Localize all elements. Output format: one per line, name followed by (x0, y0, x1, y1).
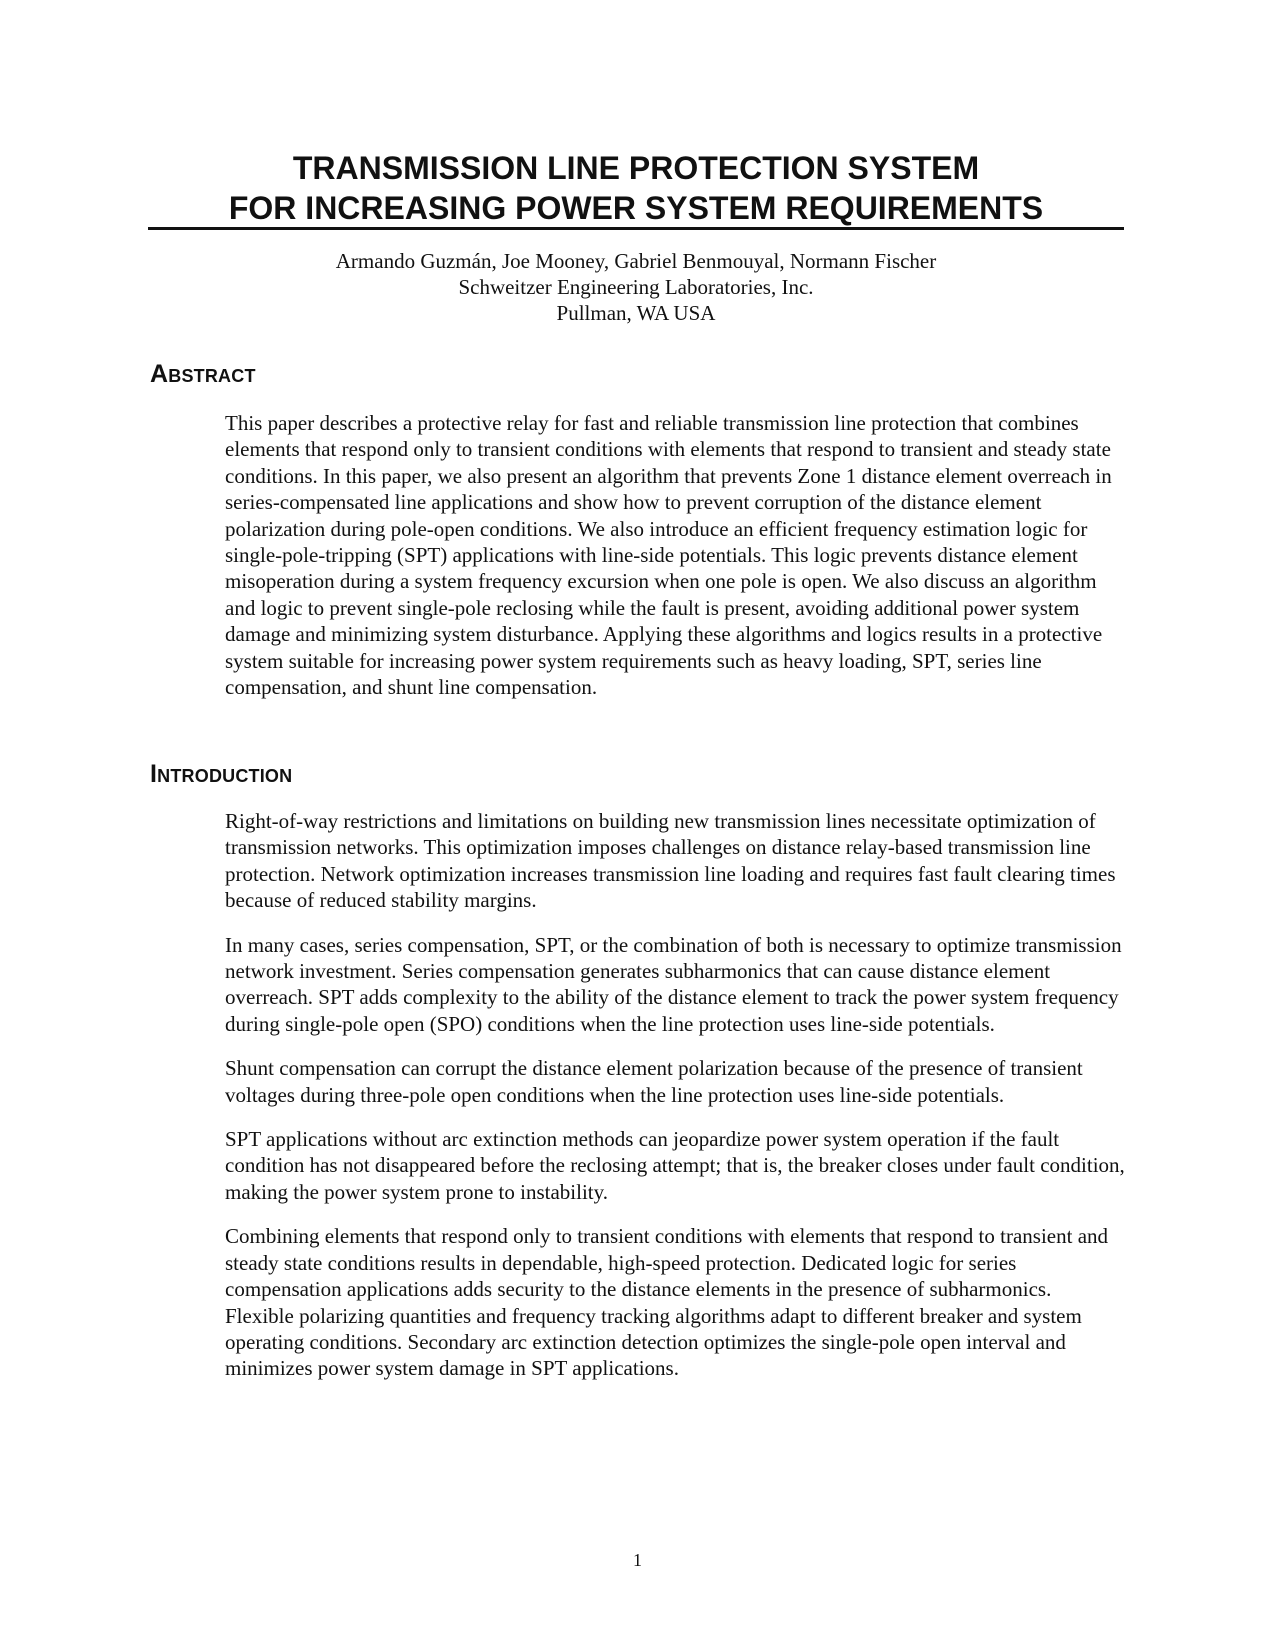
introduction-paragraph-4: SPT applications without arc extinction methods can jeopardize power system operation if the fault condition has not disappeared before the reclosing attempt; that is, the breaker closes under fault condition, making the power system prone to instability. (225, 1127, 1125, 1204)
title-line-1: TRANSMISSION LINE PROTECTION SYSTEM (292, 150, 980, 186)
title-divider (148, 227, 1124, 230)
introduction-paragraph-1: Right-of-way restrictions and limitations on building new transmission lines necessitate optimization of transmission networks. This optimization imposes challenges on distance relay-based transmission line protection. Network optimization increases transmission line loading and requires fast fault clearing times because of reduced stability margins. (225, 809, 1116, 913)
introduction-paragraph-5: Combining elements that respond only to transient conditions with elements that respond to transient and steady state conditions results in dependable, high-speed protection. Dedicated logic for series compensation applications adds security to the distance elements in the presence of subharmonics. Flexible polarizing quantities and frequency tracking algorithms adapt to different breaker and system operating conditions. Secondary arc extinction detection optimizes the single-pole open interval and minimizes power system damage in SPT applications. (225, 1224, 1109, 1381)
introduction-heading: Introduction (150, 760, 293, 788)
author-names: Armando Guzmán, Joe Mooney, Gabriel Benmouyal, Normann Fischer (335, 249, 937, 273)
introduction-body (225, 808, 1125, 1400)
author-block (148, 248, 1124, 326)
author-affiliation: Schweitzer Engineering Laboratories, Inc. (458, 275, 814, 299)
paper-title (148, 148, 1124, 228)
abstract-paragraph: This paper describes a protective relay for fast and reliable transmission line protection that combines elements that respond only to transient conditions with elements that respond to transient and steady state conditions. In this paper, we also present an algorithm that prevents Zone 1 distance element overreach in series-compensated line applications and show how to prevent corruption of the distance element polarization during pole-open conditions. We also introduce an efficient frequency estimation logic for single-pole-tripping (SPT) applications with line-side potentials. This logic prevents distance element misoperation during a system frequency excursion when one pole is open. We also discuss an algorithm and logic to prevent single-pole reclosing while the fault is present, avoiding additional power system damage and minimizing system disturbance. Applying these algorithms and logics results in a protective system suitable for increasing power system requirements such as heavy loading, SPT, series line compensation, and shunt line compensation. (225, 411, 1112, 700)
introduction-paragraph-3: Shunt compensation can corrupt the distance element polarization because of the presence of transient voltages during three-pole open conditions when the line protection uses line-side potentials. (225, 1056, 1083, 1107)
introduction-paragraph-2: In many cases, series compensation, SPT, or the combination of both is necessary to optimize transmission network investment. Series compensation generates subharmonics that can cause distance element overreach. SPT adds complexity to the ability of the distance element to track the power system frequency during single-pole open (SPO) conditions when the line protection uses line-side potentials. (225, 932, 1122, 1036)
author-location: Pullman, WA USA (556, 301, 716, 325)
title-line-2: FOR INCREASING POWER SYSTEM REQUIREMENTS (228, 190, 1044, 226)
abstract-body (225, 410, 1125, 718)
abstract-heading: Abstract (150, 360, 256, 388)
page-number: 1 (633, 1550, 642, 1570)
